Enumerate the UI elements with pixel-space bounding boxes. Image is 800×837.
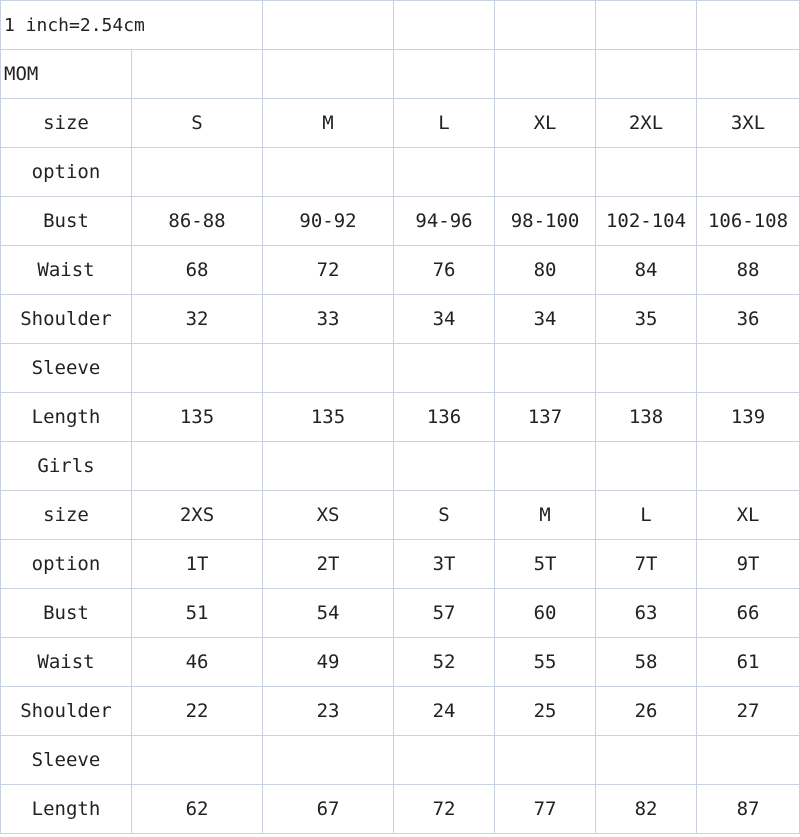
table-cell	[697, 736, 800, 785]
table-cell: 88	[697, 246, 800, 295]
girls-section-heading: Girls	[1, 442, 132, 491]
table-cell: 98-100	[495, 197, 596, 246]
table-cell: 135	[132, 393, 263, 442]
table-cell: 63	[596, 589, 697, 638]
table-cell: 77	[495, 785, 596, 834]
empty-cell	[263, 50, 394, 99]
table-cell	[596, 148, 697, 197]
empty-cell	[697, 1, 800, 50]
row-label: Waist	[1, 638, 132, 687]
empty-cell	[697, 50, 800, 99]
table-cell: 80	[495, 246, 596, 295]
mom-row-bust	[1, 197, 800, 246]
row-label: Sleeve	[1, 736, 132, 785]
table-cell	[697, 148, 800, 197]
table-cell: 34	[394, 295, 495, 344]
table-cell: 55	[495, 638, 596, 687]
table-cell: 26	[596, 687, 697, 736]
table-cell: 36	[697, 295, 800, 344]
empty-cell	[495, 1, 596, 50]
table-cell: 61	[697, 638, 800, 687]
empty-cell	[132, 50, 263, 99]
table-cell: 84	[596, 246, 697, 295]
empty-cell	[394, 1, 495, 50]
table-cell: S	[394, 491, 495, 540]
table-cell	[394, 344, 495, 393]
row-label: Bust	[1, 589, 132, 638]
table-cell	[132, 736, 263, 785]
table-cell: XL	[697, 491, 800, 540]
table-cell: 90-92	[263, 197, 394, 246]
mom-row-option	[1, 148, 800, 197]
mom-row-length	[1, 393, 800, 442]
table-cell	[394, 148, 495, 197]
mom-row-size	[1, 99, 800, 148]
table-cell: 102-104	[596, 197, 697, 246]
table-cell: L	[394, 99, 495, 148]
empty-cell	[596, 1, 697, 50]
table-cell	[495, 736, 596, 785]
table-cell	[697, 344, 800, 393]
table-cell: 2XL	[596, 99, 697, 148]
empty-cell	[596, 50, 697, 99]
table-cell	[132, 344, 263, 393]
girls-row-waist	[1, 638, 800, 687]
table-cell: 94-96	[394, 197, 495, 246]
mom-heading-row	[1, 50, 800, 99]
unit-note: 1 inch=2.54cm	[1, 1, 263, 50]
table-cell: 87	[697, 785, 800, 834]
table-cell: 25	[495, 687, 596, 736]
empty-cell	[132, 442, 263, 491]
empty-cell	[697, 442, 800, 491]
table-cell	[495, 344, 596, 393]
girls-row-length	[1, 785, 800, 834]
girls-row-shoulder	[1, 687, 800, 736]
empty-cell	[495, 50, 596, 99]
row-label: Waist	[1, 246, 132, 295]
mom-section-heading: MOM	[1, 50, 132, 99]
row-label: Sleeve	[1, 344, 132, 393]
table-cell: S	[132, 99, 263, 148]
table-cell: 57	[394, 589, 495, 638]
row-label: Length	[1, 785, 132, 834]
table-cell: 3XL	[697, 99, 800, 148]
table-cell	[132, 148, 263, 197]
empty-cell	[596, 442, 697, 491]
table-cell: 68	[132, 246, 263, 295]
mom-row-shoulder	[1, 295, 800, 344]
table-cell: M	[495, 491, 596, 540]
table-cell: 62	[132, 785, 263, 834]
mom-row-sleeve	[1, 344, 800, 393]
table-cell: 34	[495, 295, 596, 344]
table-cell: 54	[263, 589, 394, 638]
table-cell	[596, 736, 697, 785]
girls-heading-row	[1, 442, 800, 491]
table-cell	[263, 344, 394, 393]
table-cell: 86-88	[132, 197, 263, 246]
table-cell: 58	[596, 638, 697, 687]
mom-row-waist	[1, 246, 800, 295]
table-cell: 76	[394, 246, 495, 295]
table-cell: XL	[495, 99, 596, 148]
table-cell: 23	[263, 687, 394, 736]
table-cell: 139	[697, 393, 800, 442]
table-cell: 138	[596, 393, 697, 442]
table-cell: 2XS	[132, 491, 263, 540]
row-label: Shoulder	[1, 295, 132, 344]
table-cell: 49	[263, 638, 394, 687]
table-cell: 82	[596, 785, 697, 834]
table-cell: M	[263, 99, 394, 148]
empty-cell	[394, 442, 495, 491]
table-cell: 35	[596, 295, 697, 344]
table-cell: 3T	[394, 540, 495, 589]
table-cell: 136	[394, 393, 495, 442]
table-cell: 1T	[132, 540, 263, 589]
table-cell: 27	[697, 687, 800, 736]
table-cell: 33	[263, 295, 394, 344]
row-label: option	[1, 540, 132, 589]
row-label: Length	[1, 393, 132, 442]
table-cell: 72	[394, 785, 495, 834]
table-cell: 67	[263, 785, 394, 834]
girls-row-option	[1, 540, 800, 589]
table-cell: 66	[697, 589, 800, 638]
table-cell: 106-108	[697, 197, 800, 246]
table-cell: 51	[132, 589, 263, 638]
table-cell: 2T	[263, 540, 394, 589]
row-label: size	[1, 99, 132, 148]
table-cell: 7T	[596, 540, 697, 589]
size-chart-body	[1, 1, 800, 834]
girls-row-bust	[1, 589, 800, 638]
table-cell: 60	[495, 589, 596, 638]
table-cell	[263, 736, 394, 785]
table-cell	[263, 148, 394, 197]
table-cell: 135	[263, 393, 394, 442]
table-cell: L	[596, 491, 697, 540]
row-label: size	[1, 491, 132, 540]
table-cell: 137	[495, 393, 596, 442]
row-label: Shoulder	[1, 687, 132, 736]
unit-note-row	[1, 1, 800, 50]
table-cell	[596, 344, 697, 393]
row-label: option	[1, 148, 132, 197]
table-cell: 46	[132, 638, 263, 687]
girls-row-size	[1, 491, 800, 540]
girls-row-sleeve	[1, 736, 800, 785]
row-label: Bust	[1, 197, 132, 246]
empty-cell	[263, 442, 394, 491]
table-cell: 22	[132, 687, 263, 736]
empty-cell	[495, 442, 596, 491]
table-cell: 32	[132, 295, 263, 344]
table-cell: XS	[263, 491, 394, 540]
table-cell: 24	[394, 687, 495, 736]
table-cell: 9T	[697, 540, 800, 589]
table-cell: 52	[394, 638, 495, 687]
table-cell	[495, 148, 596, 197]
table-cell: 72	[263, 246, 394, 295]
table-cell: 5T	[495, 540, 596, 589]
empty-cell	[394, 50, 495, 99]
empty-cell	[263, 1, 394, 50]
table-cell	[394, 736, 495, 785]
